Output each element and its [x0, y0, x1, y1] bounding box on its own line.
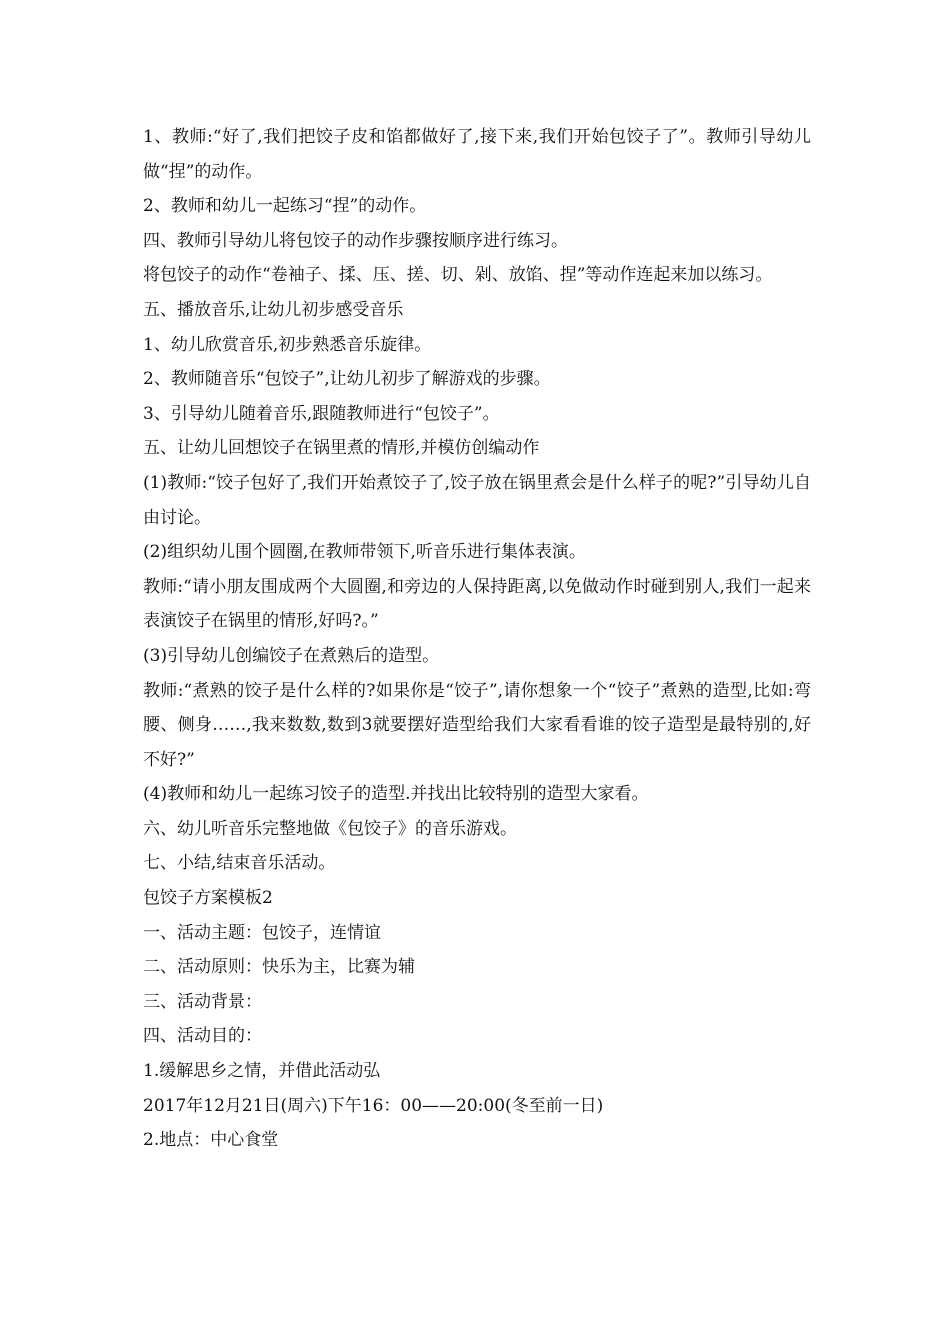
section-heading: 三、活动背景：: [143, 991, 262, 1012]
section-heading: 四、教师引导幼儿将包饺子的动作步骤按顺序进行练习。: [143, 230, 568, 251]
paragraph-11: 教师:“煮熟的饺子是什么样的?如果你是“饺子”,请你想象一个“饺子”煮熟的造型,比如:弯腰、侧身……,我来数数,数到3就要摆好造型给我们大家看看谁的饺子造型是最特别的,好不好?”: [143, 680, 811, 770]
section-heading: 五、让幼儿回想饺子在锅里煮的情形,并模仿创编动作: [143, 438, 540, 459]
section-heading: 六、幼儿听音乐完整地做《包饺子》的音乐游戏。: [143, 818, 517, 839]
template-title: 包饺子方案模板2: [143, 888, 273, 909]
paragraph-8: (2)组织幼儿围个圆圈,在教师带领下,听音乐进行集体表演。: [143, 542, 586, 563]
paragraph-7: (1)教师:“饺子包好了,我们开始煮饺子了,饺子放在锅里煮会是什么样子的呢?”引导幼儿自由讨论。: [143, 472, 811, 528]
paragraph-13: 1.缓解思乡之情，并借此活动弘: [143, 1061, 381, 1082]
paragraph-12: (4)教师和幼儿一起练习饺子的造型.并找出比较特别的造型大家看。: [143, 784, 649, 805]
paragraph-1: 1、教师:“好了,我们把饺子皮和馅都做好了,接下来,我们开始包饺子了”。教师引导幼儿做“捏”的动作。: [143, 127, 811, 182]
paragraph-4: 1、幼儿欣赏音乐,初步熟悉音乐旋律。: [143, 334, 432, 355]
paragraph-10: (3)引导幼儿创编饺子在煮熟后的造型。: [143, 645, 440, 666]
paragraph-2: 2、教师和幼儿一起练习“捏”的动作。: [143, 196, 427, 217]
paragraph-location: 2.地点：中心食堂: [143, 1130, 279, 1151]
paragraph-9: 教师:“请小朋友围成两个大圆圈,和旁边的人保持距离,以免做动作时碰到别人,我们一起来表演饺子在锅里的情形,好吗?。”: [143, 576, 811, 632]
section-heading: 一、活动主题：包饺子，连情谊: [143, 922, 381, 943]
paragraph-5: 2、教师随音乐“包饺子”,让幼儿初步了解游戏的步骤。: [143, 369, 551, 390]
paragraph-6: 3、引导幼儿随着音乐,跟随教师进行“包饺子”。: [143, 403, 500, 424]
paragraph-date: 2017年12月21日(周六)下午16：00——20:00(冬至前一日): [143, 1095, 604, 1116]
section-heading: 四、活动目的：: [143, 1026, 262, 1047]
section-heading: 二、活动原则：快乐为主，比赛为辅: [143, 957, 415, 978]
section-heading: 七、小结,结束音乐活动。: [143, 853, 336, 874]
document-body: [143, 120, 811, 1158]
paragraph-3: 将包饺子的动作“卷袖子、揉、压、搓、切、剁、放馅、捏”等动作连起来加以练习。: [143, 265, 773, 286]
section-heading: 五、播放音乐,让幼儿初步感受音乐: [143, 299, 404, 320]
